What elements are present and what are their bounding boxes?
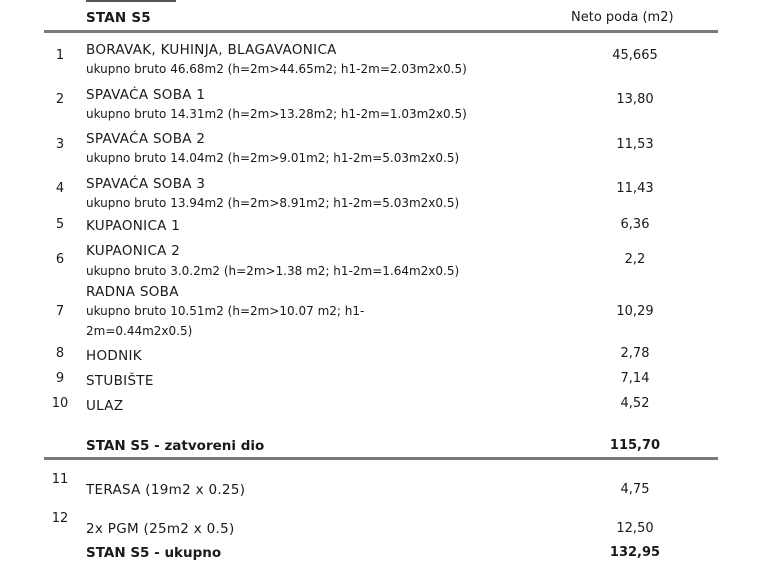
room-value: 11,53: [616, 137, 654, 152]
room-value: 11,43: [616, 181, 654, 196]
total-value: 132,95: [609, 545, 661, 560]
room-value: 45,665: [612, 48, 658, 63]
room-detail: ukupno bruto 13.94m2 (h=2m>8.91m2; h1-2m=5.03m2x0.5): [86, 196, 460, 210]
room-value: 2,78: [620, 346, 650, 361]
room-value: 4,52: [620, 396, 650, 411]
row-number: 9: [55, 371, 65, 386]
table-title: STAN S5: [86, 10, 151, 26]
room-detail: ukupno bruto 46.68m2 (h=2m>44.65m2; h1-2m=2.03m2x0.5): [86, 62, 467, 76]
row-number: 1: [55, 48, 65, 63]
room-name: ULAZ: [86, 398, 124, 414]
room-value: 10,29: [616, 304, 654, 319]
room-name: BORAVAK, KUHINJA, BLAGAVAONICA: [86, 42, 337, 58]
room-name: RADNA SOBA: [86, 284, 179, 300]
room-name: HODNIK: [86, 348, 142, 364]
total-label: STAN S5 - ukupno: [86, 545, 222, 561]
room-detail: ukupno bruto 3.0.2m2 (h=2m>1.38 m2; h1-2m=1.64m2x0.5): [86, 264, 460, 278]
header-rule: [44, 30, 718, 33]
room-name: SPAVAĆA SOBA 3: [86, 176, 206, 192]
subtotal-label: STAN S5 - zatvoreni dio: [86, 438, 265, 454]
row-number: 12: [51, 511, 69, 526]
item-value: 4,75: [620, 482, 650, 497]
room-value: 2,2: [624, 252, 646, 267]
room-name: KUPAONICA 1: [86, 218, 181, 234]
row-number: 11: [51, 472, 69, 487]
subtotal-value: 115,70: [609, 438, 661, 453]
row-number: 6: [55, 252, 65, 267]
room-value: 6,36: [620, 217, 650, 232]
subtotal-rule: [44, 457, 718, 460]
header-stub-line: [86, 0, 176, 2]
row-number: 10: [51, 396, 69, 411]
room-detail-continued: 2m=0.44m2x0.5): [86, 324, 193, 338]
item-name: TERASA (19m2 x 0.25): [86, 482, 246, 498]
row-number: 5: [55, 217, 65, 232]
row-number: 3: [55, 137, 65, 152]
room-name: STUBIŠTE: [86, 373, 154, 389]
item-name: 2x PGM (25m2 x 0.5): [86, 521, 235, 537]
room-value: 13,80: [616, 92, 654, 107]
row-number: 7: [55, 304, 65, 319]
room-name: SPAVAĆA SOBA 2: [86, 131, 206, 147]
room-detail: ukupno bruto 14.04m2 (h=2m>9.01m2; h1-2m=5.03m2x0.5): [86, 151, 460, 165]
room-detail: ukupno bruto 14.31m2 (h=2m>13.28m2; h1-2m=1.03m2x0.5): [86, 107, 467, 121]
room-name: SPAVAĆA SOBA 1: [86, 87, 206, 103]
row-number: 8: [55, 346, 65, 361]
room-value: 7,14: [620, 371, 650, 386]
column-header-neto: Neto poda (m2): [571, 10, 674, 25]
item-value: 12,50: [616, 521, 654, 536]
room-name: KUPAONICA 2: [86, 243, 181, 259]
room-detail: ukupno bruto 10.51m2 (h=2m>10.07 m2; h1-: [86, 304, 365, 318]
row-number: 4: [55, 181, 65, 196]
row-number: 2: [55, 92, 65, 107]
